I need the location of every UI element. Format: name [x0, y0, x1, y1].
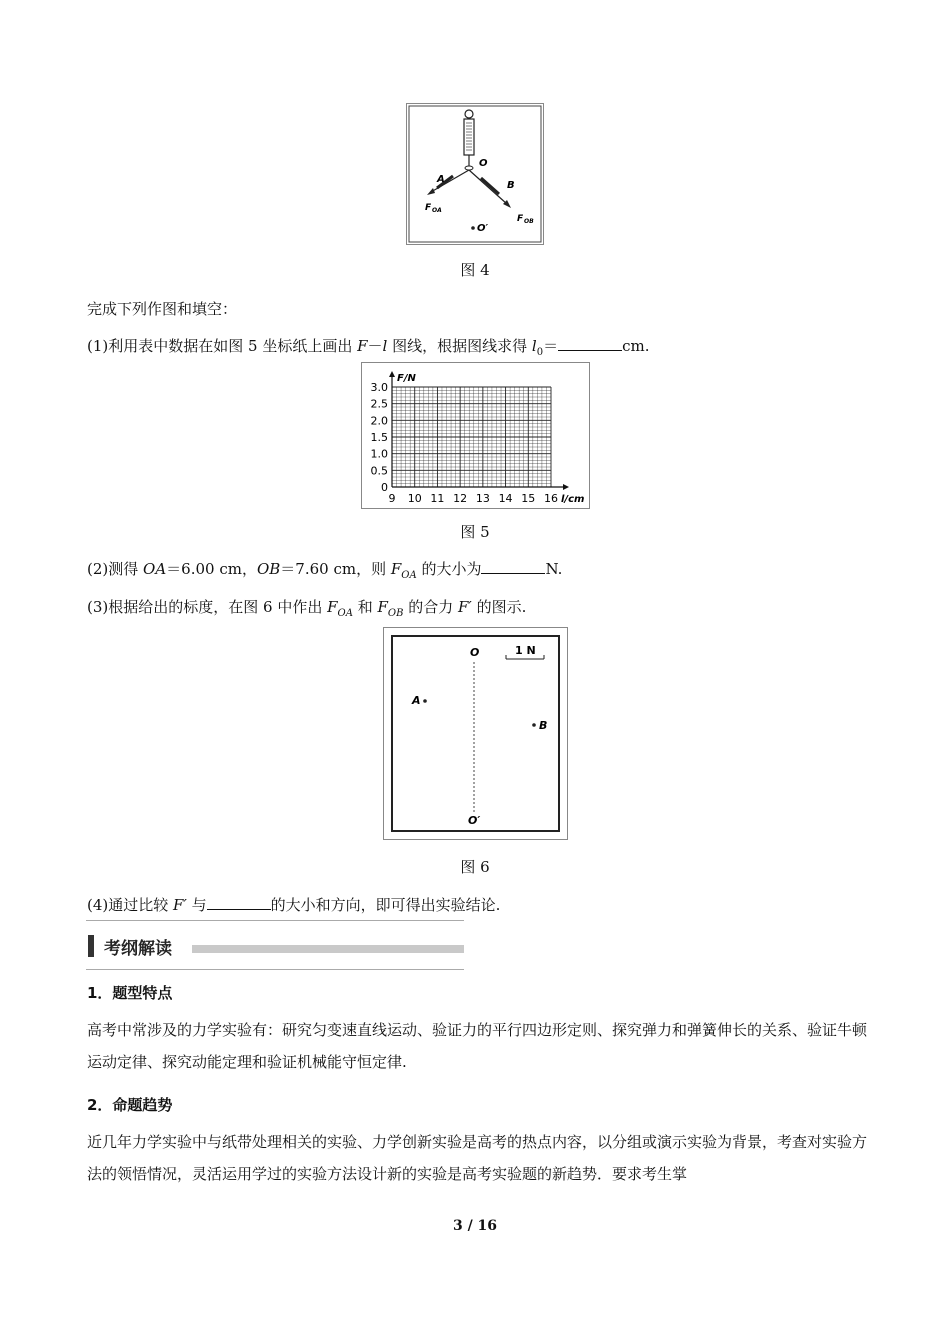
item-2-body: 近几年力学实验中与纸带处理相关的实验、力学创新实验是高考的热点内容，以分组或演示实验为背景，考查对实验方法的领悟情况，灵活运用学过的实验方法设计新的实验是高考实验题的新趋势．要求考生掌 [87, 1133, 868, 1183]
spring-scale-icon [464, 119, 474, 155]
q1-unit: cm. [622, 337, 650, 355]
q1-middle: 图线，根据图线求得 [387, 337, 532, 355]
fig6-label-o: O [470, 646, 480, 659]
q3-f1-sub: OA [337, 608, 353, 619]
item-2-heading: 2．命题趋势 [87, 1096, 173, 1114]
page-number: 3 / 16 [452, 1218, 498, 1234]
force-diagram [384, 628, 567, 839]
q1-equals: ＝ [543, 337, 559, 355]
q2-unit: N. [545, 560, 563, 578]
label-a: A [437, 174, 445, 185]
x-tick-label: 15 [521, 492, 536, 505]
y-tick-label: 3.0 [370, 381, 388, 394]
graph-paper-chart [362, 363, 589, 508]
point-b [532, 723, 536, 727]
y-tick-label: 2.0 [370, 414, 388, 428]
section-marker [88, 935, 94, 957]
q3-fprime: F′ [458, 598, 472, 616]
q3-suffix: 的图示. [471, 598, 527, 616]
label-o-prime: O′ [477, 223, 489, 234]
q4-answer-blank[interactable] [207, 895, 271, 910]
q3-f2-sub: OB [387, 608, 404, 619]
x-tick-label: 14 [498, 492, 513, 505]
q4-mid: 与 [186, 896, 207, 914]
q3-and: 和 [352, 598, 378, 616]
q1-var-l0: l [531, 337, 537, 355]
question-4 [87, 894, 500, 915]
section-rule [192, 945, 464, 953]
q4-suffix: 的大小和方向，即可得出实验结论. [270, 896, 501, 914]
question-1 [87, 335, 650, 356]
x-tick-label: 11 [430, 492, 445, 505]
fig6-label-o-prime: O′ [468, 814, 481, 827]
q2-answer-blank[interactable] [481, 559, 545, 574]
y-tick-label: 1.0 [370, 447, 388, 461]
label-foa: F [425, 203, 432, 213]
q2-suffix: 的大小为 [416, 560, 482, 578]
q3-mid: 的合力 [403, 598, 459, 616]
q1-dash: － [367, 337, 383, 355]
q2-ob: OB [256, 560, 281, 578]
fig6-scale-label: 1 N [515, 644, 536, 657]
section-title: 考纲解读 [104, 939, 172, 959]
figure-4 [406, 103, 544, 245]
label-fob-sub: OB [524, 218, 534, 225]
figure-5-caption: 图 5 [460, 523, 490, 541]
q1-var-f: F [357, 337, 368, 355]
q4-prefix: (4)通过比较 [87, 896, 174, 914]
q1-prefix: (1)利用表中数据在如图 5 坐标纸上画出 [87, 337, 358, 355]
figure-6-caption: 图 6 [460, 858, 490, 876]
question-2 [87, 558, 562, 579]
figure-6 [383, 627, 568, 840]
x-tick-label: 9 [388, 492, 396, 505]
q2-ob-value: ＝7.60 cm，则 [280, 560, 391, 578]
figure-4-caption: 图 4 [460, 261, 490, 279]
spring-scale-diagram [407, 104, 543, 244]
question-3 [87, 596, 526, 617]
point-a [423, 699, 427, 703]
item-1-body: 高考中常涉及的力学实验有：研究匀变速直线运动、验证力的平行四边形定则、探究弹力和弹簧伸长的关系、验证牛顿运动定律、探究动能定理和验证机械能守恒定律. [87, 1021, 868, 1071]
y-axis-arrow-icon [389, 371, 395, 377]
q2-prefix: (2)测得 [87, 560, 144, 578]
x-axis-label: l/cm [561, 494, 585, 505]
y-tick-label: 2.5 [370, 397, 388, 411]
label-foa-sub: OA [432, 207, 442, 214]
label-b: B [507, 180, 515, 191]
y-axis-label: F/N [397, 373, 416, 384]
y-tick-label: 0.5 [370, 464, 388, 478]
intro-text: 完成下列作图和填空： [87, 300, 238, 318]
x-tick-label: 10 [407, 492, 422, 505]
scale-ring-icon [465, 110, 473, 118]
q2-oa: OA [143, 560, 167, 578]
y-tick-label: 1.5 [370, 431, 388, 444]
q3-f1: F [327, 598, 338, 616]
label-fob: F [517, 214, 524, 224]
x-tick-label: 13 [475, 492, 490, 505]
q2-oa-value: ＝6.00 cm， [166, 560, 257, 578]
figure-5 [361, 362, 590, 509]
fig6-label-b: B [539, 719, 548, 732]
q1-answer-blank[interactable] [558, 336, 622, 351]
fig6-label-a: A [412, 694, 421, 707]
x-tick-label: 12 [453, 492, 468, 505]
item-1-heading: 1．题型特点 [87, 984, 173, 1002]
q3-prefix: (3)根据给出的标度，在图 6 中作出 [87, 598, 328, 616]
q3-f2: F [377, 598, 388, 616]
x-axis-arrow-icon [563, 484, 569, 490]
q2-f: F [390, 560, 402, 578]
q4-fprime: F′ [173, 896, 187, 914]
y-tick-label: 0 [381, 481, 388, 494]
q1-var-l: l [382, 337, 388, 355]
label-o: O [479, 158, 488, 169]
q2-f-sub: OA [401, 570, 417, 581]
x-tick-label: 16 [544, 492, 558, 505]
q1-l0-sub: 0 [536, 347, 544, 358]
